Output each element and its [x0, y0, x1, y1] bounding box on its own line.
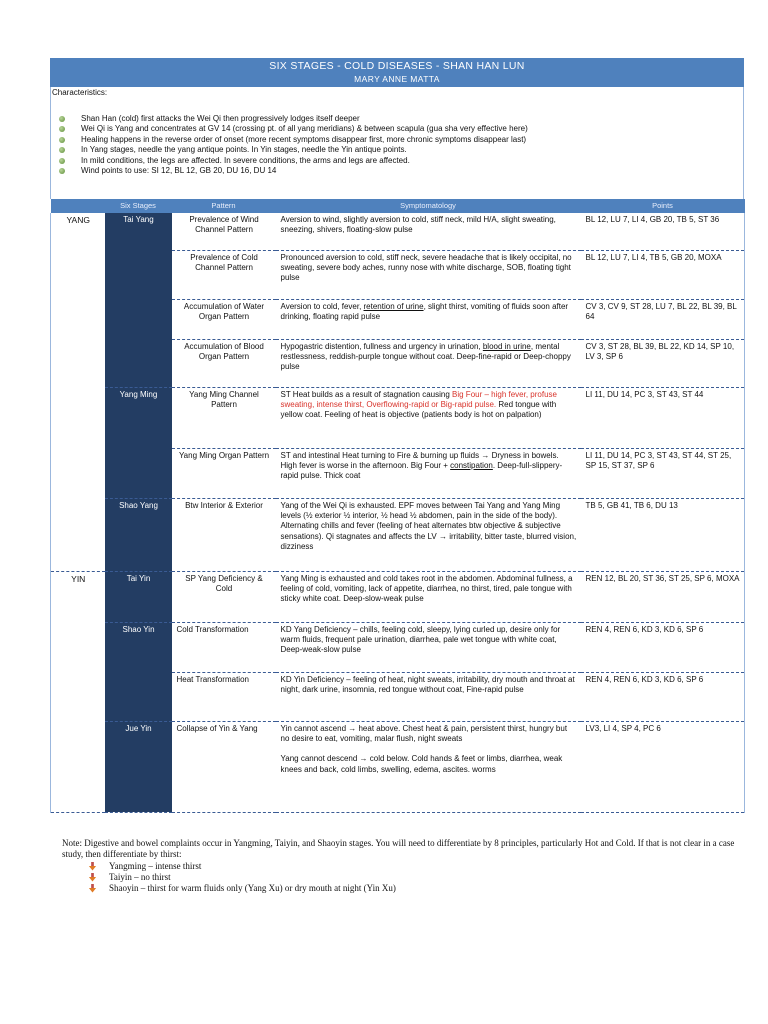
table-row	[51, 622, 745, 672]
stage-shao-yin: Shao Yin	[105, 622, 172, 721]
points-cell: LI 11, DU 14, PC 3, ST 43, ST 44, ST 25, SP 15, ST 37, SP 6	[581, 448, 745, 498]
pattern-cell: Cold Transformation	[172, 622, 276, 672]
symptoms-cell: Yin cannot ascend → heat above. Chest heat & pain, persistent thirst, hungry but no desire to eat, vomiting, malar flush, night sweats Yang cannot descend → cold below. Cold hands & feet or limbs, diarrhea, weak knees and back, cold limbs, swelling, edema, ascites. worms	[276, 721, 581, 812]
six-stages-table	[50, 199, 745, 813]
underlined-text: blood in urine	[482, 341, 531, 351]
bullet-icon	[59, 158, 65, 164]
bullet-icon	[59, 116, 65, 122]
list-item: Wind points to use: SI 12, BL 12, GB 20, DU 16, DU 14	[59, 166, 528, 176]
list-item: Wei Qi is Yang and concentrates at GV 14 (crossing pt. of all yang meridians) & between scapula (gua sha very effective here)	[59, 124, 528, 134]
characteristics-section	[50, 87, 744, 199]
symptoms-cell: Aversion to wind, slightly aversion to cold, stiff neck, mild H/A, slight sweating, sneezing, shivers, floating-slow pulse	[276, 213, 581, 250]
header-six-stages: Six Stages	[105, 199, 172, 213]
table-header-row	[51, 199, 745, 213]
points-cell: TB 5, GB 41, TB 6, DU 13	[581, 498, 745, 571]
header-symptomatology: Symptomatology	[276, 199, 581, 213]
stage-shao-yang: Shao Yang	[105, 498, 172, 571]
symptoms-cell: Yang Ming is exhausted and cold takes root in the abdomen. Abdominal fullness, a feeling of cold, vomiting, lack of appetite, diarrhea, no thirst, tired, pale tongue with sticky white coat. Deep-slow-weak pulse	[276, 571, 581, 622]
points-cell: REN 4, REN 6, KD 3, KD 6, SP 6	[581, 622, 745, 672]
symptoms-cell: KD Yang Deficiency – chills, feeling cold, sleepy, lying curled up, desire only for warm fluids, frequent pale urination, diarrhea, pale wet tongue with white coat, Deep-weak-slow pulse	[276, 622, 581, 672]
symptoms-cell: Hypogastric distention, fullness and urgency in urination, blood in urine, mental restlessness, reddish-purple tongue without coat. Deep-fine-rapid or Deep-choppy pulse	[276, 339, 581, 387]
bullet-icon	[59, 126, 65, 132]
characteristics-list	[59, 114, 528, 176]
table-row	[51, 571, 745, 622]
pattern-cell: Yang Ming Channel Pattern	[172, 387, 276, 448]
underlined-text: constipation	[450, 460, 493, 470]
author-name: MARY ANNE MATTA	[354, 74, 440, 84]
arrow-down-icon	[88, 884, 97, 893]
stage-tai-yang: Tai Yang	[105, 213, 172, 387]
thirst-list	[86, 861, 742, 895]
symptoms-cell: Aversion to cold, fever, retention of urine, slight thirst, vomiting of fluids soon after drinking, floating rapid pulse	[276, 299, 581, 339]
header-pattern: Pattern	[172, 199, 276, 213]
list-item: In Yang stages, needle the yang antique points. In Yin stages, needle the Yin antique points.	[59, 145, 528, 155]
list-item: Shaoyin – thirst for warm fluids only (Yang Xu) or dry mouth at night (Yin Xu)	[86, 883, 742, 894]
points-cell: REN 12, BL 20, ST 36, ST 25, SP 6, MOXA	[581, 571, 745, 622]
group-yin: YIN	[51, 571, 105, 812]
pattern-cell: Yang Ming Organ Pattern	[172, 448, 276, 498]
list-item: Shan Han (cold) first attacks the Wei Qi then progressively lodges itself deeper	[59, 114, 528, 124]
note-section	[62, 838, 742, 894]
pattern-cell: Heat Transformation	[172, 672, 276, 721]
pattern-cell: Btw Interior & Exterior	[172, 498, 276, 571]
arrow-down-icon	[88, 862, 97, 871]
underlined-text: retention of urine	[363, 301, 424, 311]
arrow-down-icon	[88, 873, 97, 882]
header-points: Points	[581, 199, 745, 213]
characteristics-label: Characteristics:	[52, 88, 108, 97]
points-cell: BL 12, LU 7, LI 4, GB 20, TB 5, ST 36	[581, 213, 745, 250]
stage-jue-yin: Jue Yin	[105, 721, 172, 812]
symptoms-cell: KD Yin Deficiency – feeling of heat, night sweats, irritability, dry mouth and throat at night, dark urine, insomnia, red tongue without coat, Fine-rapid pulse	[276, 672, 581, 721]
points-cell: CV 3, CV 9, ST 28, LU 7, BL 22, BL 39, BL 64	[581, 299, 745, 339]
points-cell: CV 3, ST 28, BL 39, BL 22, KD 14, SP 10, LV 3, SP 6	[581, 339, 745, 387]
symptoms-cell: ST Heat builds as a result of stagnation causing Big Four – high fever, profuse sweating, intense thirst, Overflowing-rapid or Big-rapid pulse. Red tongue with yellow coat. Feeling of heat is objective (patients body is hot on palpation)	[276, 387, 581, 448]
note-text: Note: Digestive and bowel complaints occur in Yangming, Taiyin, and Shaoyin stages. You will need to differentiate by 8 principles, particularly Hot and Cold. If that is not clear in a case study, then differentiate by thirst:	[62, 838, 735, 860]
title-bar	[50, 58, 744, 87]
points-cell: LI 11, DU 14, PC 3, ST 43, ST 44	[581, 387, 745, 448]
stage-yang-ming: Yang Ming	[105, 387, 172, 498]
list-item: Yangming – intense thirst	[86, 861, 742, 872]
pattern-cell: Collapse of Yin & Yang	[172, 721, 276, 812]
symptoms-cell: Pronounced aversion to cold, stiff neck, severe headache that is likely occipital, no sweating, severe body aches, runny nose with white discharge, SOB, floating tight pulse	[276, 250, 581, 299]
points-cell: REN 4, REN 6, KD 3, KD 6, SP 6	[581, 672, 745, 721]
symptoms-cell: ST and intestinal Heat turning to Fire & burning up fluids → Dryness in bowels. High fever is worse in the afternoon. Big Four + constipation. Deep-full-slippery-rapid pulse. Thick coat	[276, 448, 581, 498]
table-row	[51, 721, 745, 812]
list-item: Healing happens in the reverse order of onset (more recent symptoms disappear first, more chronic symptoms disappear last)	[59, 135, 528, 145]
pattern-cell: Prevalence of Cold Channel Pattern	[172, 250, 276, 299]
table-row	[51, 387, 745, 448]
pattern-cell: SP Yang Deficiency & Cold	[172, 571, 276, 622]
symptoms-cell: Yang of the Wei Qi is exhausted. EPF moves between Tai Yang and Yang Ming levels (½ exterior ½ interior, ½ head ½ abdomen, pain in the side of the body). Alternating chills and fever (feeling of heat alternates btw objective & subjective sensations). Qi stagnates and affects the LV → irritability, bitter taste, blurred vision, dizziness	[276, 498, 581, 571]
group-yang: YANG	[51, 213, 105, 571]
table-row	[51, 498, 745, 571]
page-title: SIX STAGES - COLD DISEASES - SHAN HAN LUN	[269, 60, 525, 72]
bullet-icon	[59, 168, 65, 174]
pattern-cell: Prevalence of Wind Channel Pattern	[172, 213, 276, 250]
list-item: In mild conditions, the legs are affected. In severe conditions, the arms and legs are affected.	[59, 156, 528, 166]
stage-tai-yin: Tai Yin	[105, 571, 172, 622]
points-cell: LV3, LI 4, SP 4, PC 6	[581, 721, 745, 812]
points-cell: BL 12, LU 7, LI 4, TB 5, GB 20, MOXA	[581, 250, 745, 299]
pattern-cell: Accumulation of Water Organ Pattern	[172, 299, 276, 339]
highlighted-text: Big Four – high fever, profuse sweating, intense thirst, Overflowing-rapid or Big-rapid pulse.	[280, 389, 557, 409]
document	[50, 58, 744, 813]
bullet-icon	[59, 137, 65, 143]
pattern-cell: Accumulation of Blood Organ Pattern	[172, 339, 276, 387]
list-item: Taiyin – no thirst	[86, 872, 742, 883]
table-row	[51, 213, 745, 250]
header-group	[51, 199, 105, 213]
bullet-icon	[59, 147, 65, 153]
